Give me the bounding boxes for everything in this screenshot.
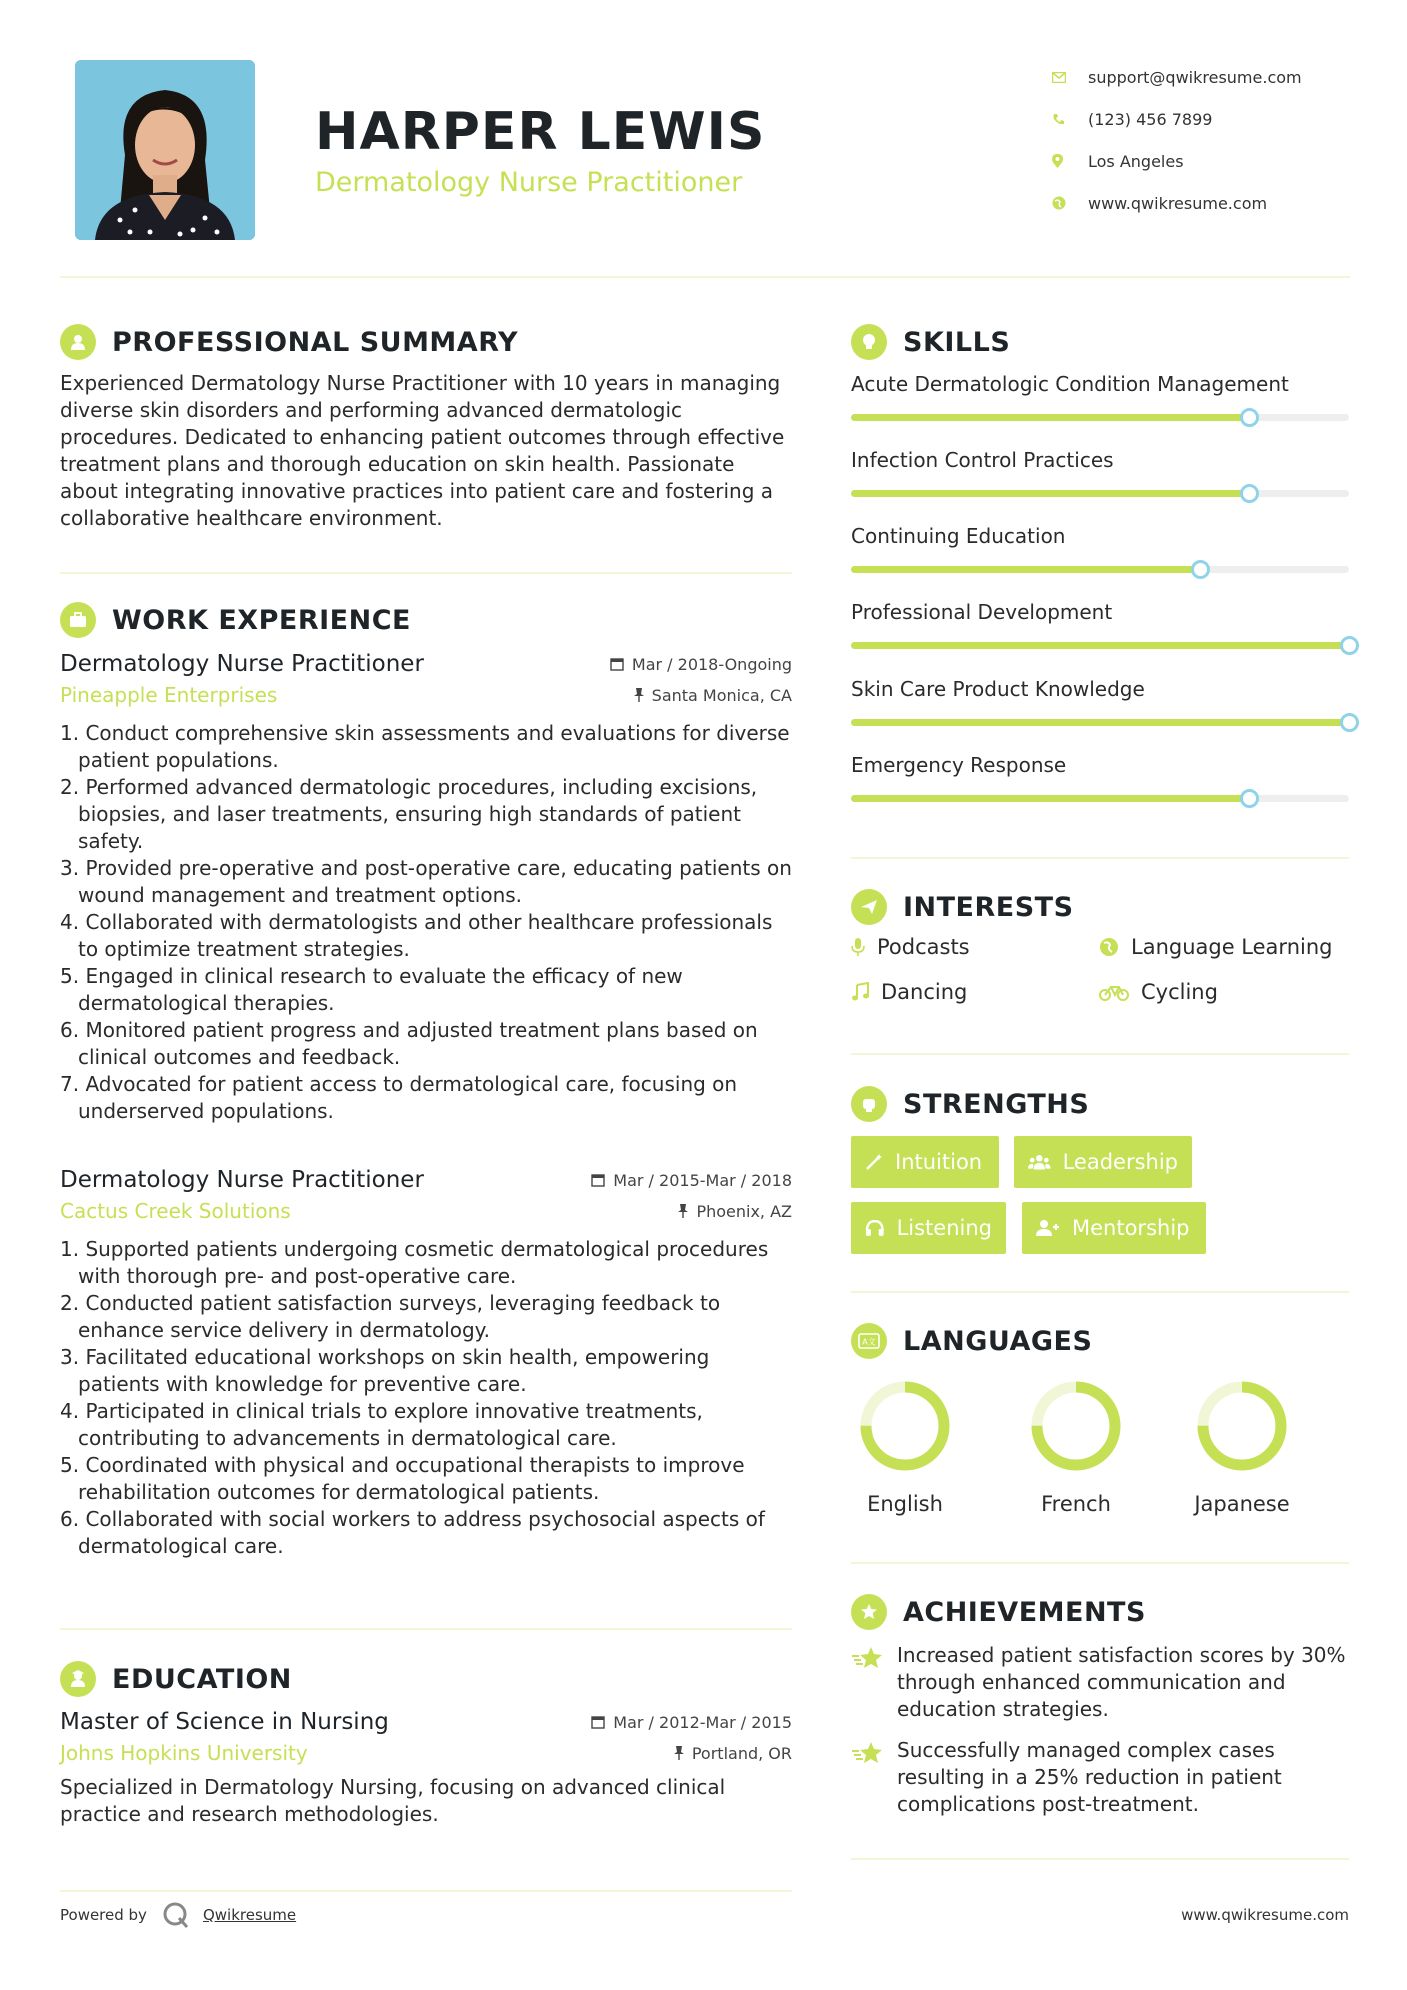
interest-label: Dancing <box>881 980 968 1004</box>
skill-name: Emergency Response <box>851 753 1067 777</box>
skill-track <box>851 795 1349 802</box>
education-divider <box>60 1890 792 1892</box>
calendar-icon <box>591 1173 605 1187</box>
skill-fill <box>851 719 1349 726</box>
achievement-item <box>851 1737 1349 1818</box>
education-title: EDUCATION <box>112 1663 292 1695</box>
school-name: Johns Hopkins University <box>60 1741 308 1765</box>
contact-website[interactable] <box>1050 182 1350 224</box>
company-name: Cactus Creek Solutions <box>60 1199 291 1223</box>
education-heading <box>60 1661 292 1697</box>
language-label: French <box>1041 1492 1111 1516</box>
brand-link[interactable]: Qwikresume <box>202 1906 297 1924</box>
languages-heading <box>851 1323 1092 1359</box>
svg-text:A文: A文 <box>862 1337 876 1347</box>
interest-label: Language Learning <box>1131 935 1333 959</box>
pushpin-icon <box>678 1204 688 1218</box>
job-title: Dermatology Nurse Practitioner <box>60 651 424 677</box>
skill-fill <box>851 642 1349 649</box>
job-location <box>634 686 792 705</box>
duty-item: 1. Conduct comprehensive skin assessments and evaluations for diverse patient populations. <box>60 721 790 772</box>
strength-tag <box>1022 1202 1206 1254</box>
interest-label: Cycling <box>1141 980 1218 1004</box>
music-note-icon <box>851 982 869 1002</box>
education-location <box>674 1744 792 1763</box>
strength-tag <box>1014 1136 1192 1188</box>
magic-wand-icon <box>865 1153 883 1171</box>
duty-item: 2. Conducted patient satisfaction surveys, leveraging feedback to enhance service delivery in dermatology. <box>60 1291 721 1342</box>
user-plus-icon <box>1036 1219 1060 1237</box>
envelope-icon <box>1050 72 1088 83</box>
skills-title: SKILLS <box>903 326 1011 358</box>
job-location-text: Phoenix, AZ <box>696 1201 792 1221</box>
skill-track <box>851 414 1349 421</box>
powered-by-text: Powered by <box>60 1906 147 1924</box>
interests-heading <box>851 889 1074 925</box>
interest-item <box>851 935 970 959</box>
duty-item: 7. Advocated for patient access to dermatological care, focusing on underserved populations. <box>60 1072 738 1123</box>
fist-icon <box>851 1086 887 1122</box>
skill-fill <box>851 490 1249 497</box>
strength-label: Leadership <box>1062 1150 1178 1174</box>
job-location-text: Santa Monica, CA <box>651 685 792 705</box>
interest-item <box>1099 935 1332 959</box>
skill-track <box>851 719 1349 726</box>
language-icon <box>851 1323 887 1359</box>
contact-info <box>1050 56 1350 224</box>
calendar-icon <box>610 657 624 671</box>
achievement-text: Successfully managed complex cases resulting in a 25% reduction in patient complications post-treatment. <box>897 1738 1282 1816</box>
language-ring <box>855 1376 955 1476</box>
contact-location <box>1050 140 1350 182</box>
user-icon <box>60 324 96 360</box>
degree-title: Master of Science in Nursing <box>60 1709 389 1735</box>
strength-label: Intuition <box>895 1150 983 1174</box>
skill-item <box>851 370 1349 421</box>
interests-divider <box>851 1053 1349 1055</box>
strength-label: Mentorship <box>1072 1216 1190 1240</box>
skill-fill <box>851 414 1249 421</box>
skills-heading <box>851 324 1010 360</box>
education-dates <box>591 1713 792 1732</box>
achievement-text: Increased patient satisfaction scores by 30% through enhanced communication and education strategies. <box>897 1643 1346 1721</box>
duty-item: 2. Performed advanced dermatologic procedures, including excisions, biopsies, and laser treatments, ensuring high standards of patient safety. <box>60 775 758 853</box>
star-icon <box>851 1646 885 1670</box>
achievements-heading <box>851 1594 1146 1630</box>
job-title: Dermatology Nurse Practitioner <box>60 1167 424 1193</box>
globe-icon <box>1099 937 1119 957</box>
education-location-text: Portland, OR <box>691 1743 792 1763</box>
profile-photo <box>75 60 255 240</box>
education-entry <box>60 1706 792 1828</box>
contact-email[interactable] <box>1050 56 1350 98</box>
skill-track <box>851 566 1349 573</box>
duty-item: 4. Collaborated with dermatologists and other healthcare professionals to optimize treatment strategies. <box>60 910 773 961</box>
duty-item: 1. Supported patients undergoing cosmetic dermatological procedures with thorough pre- and post-operative care. <box>60 1237 769 1288</box>
achievements-divider <box>851 1858 1349 1860</box>
footer-powered-by <box>60 1900 296 1930</box>
qwikresume-logo-icon <box>161 1900 191 1930</box>
interest-item <box>851 980 967 1004</box>
duty-item: 6. Collaborated with social workers to address psychosocial aspects of dermatological care. <box>60 1507 765 1558</box>
education-description: Specialized in Dermatology Nursing, focusing on advanced clinical practice and research methodologies. <box>60 1775 726 1826</box>
skill-item <box>851 751 1349 802</box>
contact-email-text: support@qwikresume.com <box>1088 67 1302 87</box>
skill-knob <box>1340 636 1359 655</box>
skill-name: Skin Care Product Knowledge <box>851 677 1145 701</box>
interest-label: Podcasts <box>877 935 970 959</box>
languages-title: LANGUAGES <box>903 1325 1093 1357</box>
work-divider <box>60 1628 792 1630</box>
job-duties <box>60 1236 792 1560</box>
skill-knob <box>1240 408 1259 427</box>
candidate-name: HARPER LEWIS <box>315 102 766 162</box>
pushpin-icon <box>674 1746 684 1760</box>
education-dates-text: Mar / 2012-Mar / 2015 <box>613 1712 792 1732</box>
duty-item: 5. Coordinated with physical and occupational therapists to improve rehabilitation outcomes for dermatological patients. <box>60 1453 745 1504</box>
job-location <box>678 1202 792 1221</box>
paper-plane-icon <box>851 889 887 925</box>
summary-text: Experienced Dermatology Nurse Practitioner with 10 years in managing diverse skin disorders and performing advanced dermatologic procedures. Dedicated to enhancing patient outcomes through effective treatment plans and thorough education on skin health. Passionate about integrating innovative practices into patient care and fostering a collaborative healthcare environment. <box>60 371 785 530</box>
achievement-item <box>851 1642 1349 1723</box>
job-dates-text: Mar / 2015-Mar / 2018 <box>613 1170 792 1190</box>
skill-fill <box>851 566 1200 573</box>
work-title: WORK EXPERIENCE <box>112 604 411 636</box>
skill-fill <box>851 795 1249 802</box>
map-pin-icon <box>1050 154 1088 168</box>
calendar-icon <box>591 1715 605 1729</box>
strength-tag <box>851 1136 999 1188</box>
headphones-icon <box>865 1219 885 1237</box>
strength-tag <box>851 1202 1006 1254</box>
duty-item: 3. Provided pre-operative and post-operative care, educating patients on wound management and treatment options. <box>60 856 792 907</box>
summary-heading <box>60 324 518 360</box>
language-label: Japanese <box>1194 1492 1290 1516</box>
language-item <box>845 1376 965 1516</box>
skill-item <box>851 522 1349 573</box>
job-dates <box>591 1171 792 1190</box>
company-name: Pineapple Enterprises <box>60 683 278 707</box>
skills-divider <box>851 857 1349 859</box>
skill-item <box>851 675 1349 726</box>
lightbulb-icon <box>851 324 887 360</box>
language-ring <box>1192 1376 1292 1476</box>
language-label: English <box>867 1492 943 1516</box>
interest-item <box>1099 980 1218 1004</box>
contact-location-text: Los Angeles <box>1088 151 1184 171</box>
duty-item: 5. Engaged in clinical research to evaluate the efficacy of new dermatological therapies. <box>60 964 683 1015</box>
pushpin-icon <box>634 688 644 702</box>
skill-knob <box>1191 560 1210 579</box>
header-divider <box>60 276 1350 278</box>
trophy-icon <box>851 1594 887 1630</box>
summary-title: PROFESSIONAL SUMMARY <box>112 326 519 358</box>
duty-item: 3. Facilitated educational workshops on skin health, empowering patients with knowledge for preventive care. <box>60 1345 710 1396</box>
contact-website-text: www.qwikresume.com <box>1088 193 1268 213</box>
achievements-title: ACHIEVEMENTS <box>903 1596 1146 1628</box>
language-item <box>1016 1376 1136 1516</box>
duty-item: 4. Participated in clinical trials to explore innovative treatments, contributing to advancements in dermatological care. <box>60 1399 703 1450</box>
skill-name: Continuing Education <box>851 524 1066 548</box>
globe-icon <box>1050 196 1088 210</box>
candidate-title: Dermatology Nurse Practitioner <box>315 167 743 198</box>
bicycle-icon <box>1099 983 1129 1001</box>
skill-knob <box>1340 713 1359 732</box>
skill-item <box>851 598 1349 649</box>
contact-phone <box>1050 98 1350 140</box>
briefcase-icon <box>60 602 96 638</box>
footer-website[interactable]: www.qwikresume.com <box>1181 1906 1349 1924</box>
summary-divider <box>60 572 792 574</box>
skill-name: Professional Development <box>851 600 1113 624</box>
strengths-heading <box>851 1086 1089 1122</box>
strengths-divider <box>851 1291 1349 1293</box>
skill-knob <box>1240 484 1259 503</box>
job-dates-text: Mar / 2018-Ongoing <box>631 654 792 674</box>
interests-title: INTERESTS <box>903 891 1074 923</box>
skill-name: Infection Control Practices <box>851 448 1114 472</box>
star-icon <box>851 1741 885 1765</box>
job-duties <box>60 720 792 1125</box>
skill-item <box>851 446 1349 497</box>
contact-phone-text: (123) 456 7899 <box>1088 109 1213 129</box>
microphone-icon <box>851 937 865 957</box>
strength-label: Listening <box>896 1216 992 1240</box>
users-icon <box>1028 1153 1051 1171</box>
skill-track <box>851 642 1349 649</box>
duty-item: 6. Monitored patient progress and adjusted treatment plans based on clinical outcomes and feedback. <box>60 1018 758 1069</box>
job-dates <box>610 655 792 674</box>
languages-divider <box>851 1562 1349 1564</box>
graduate-icon <box>60 1661 96 1697</box>
job-entry-1 <box>60 648 792 1125</box>
skill-knob <box>1240 789 1259 808</box>
skill-track <box>851 490 1349 497</box>
work-heading <box>60 602 411 638</box>
language-item <box>1182 1376 1302 1516</box>
phone-icon <box>1050 113 1088 126</box>
job-entry-2 <box>60 1164 792 1560</box>
strengths-title: STRENGTHS <box>903 1088 1090 1120</box>
language-ring <box>1026 1376 1126 1476</box>
skill-name: Acute Dermatologic Condition Management <box>851 372 1289 396</box>
